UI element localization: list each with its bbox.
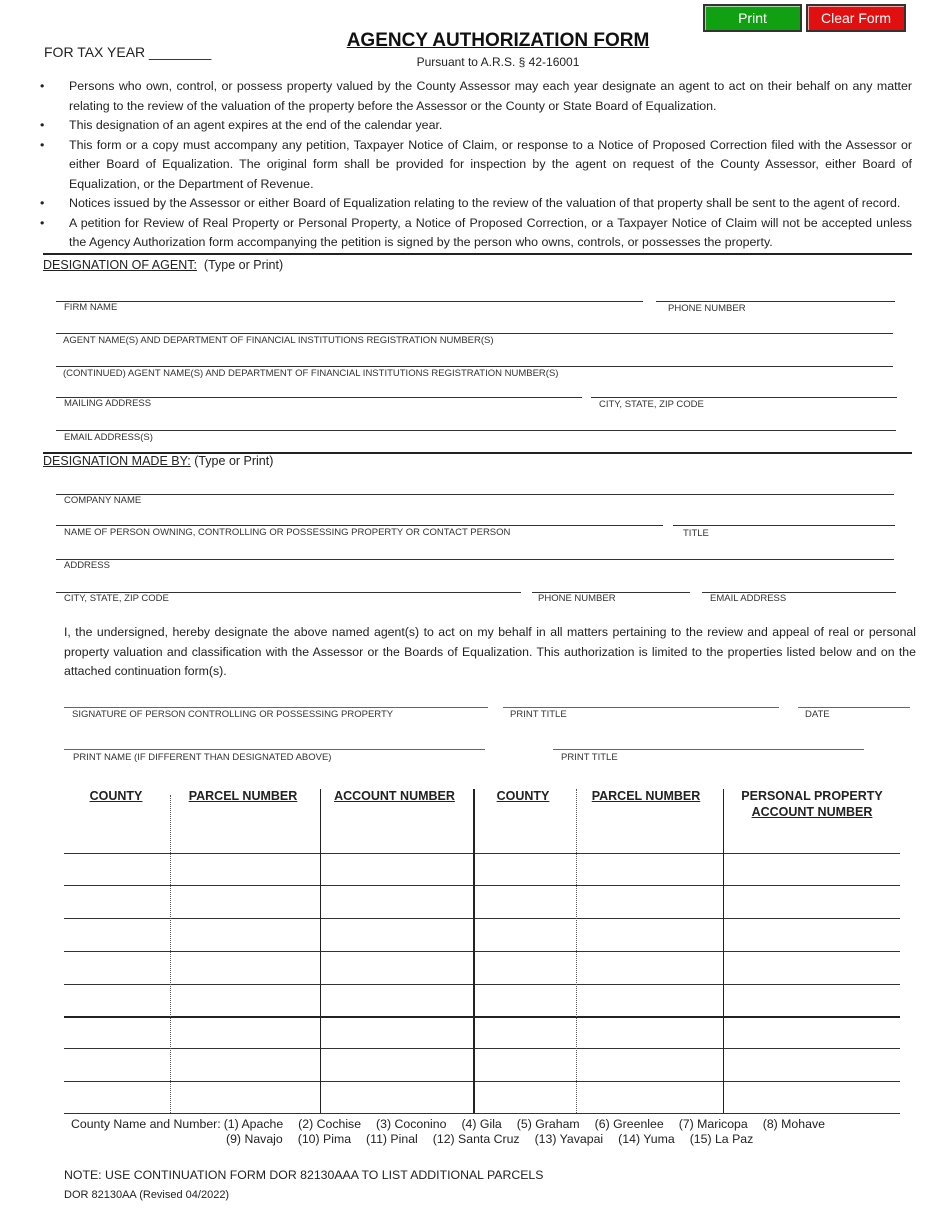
list-item: • Persons who own, control, or possess property valued by the County Assessor may each year designate an agent to act on their behalf on any matter relating to the review of the valuation of the property before the Assessor or the County or State Board of Equalization.	[40, 77, 912, 116]
signature-label: SIGNATURE OF PERSON CONTROLLING OR POSSESSING PROPERTY	[72, 709, 394, 720]
agent-city-label: CITY, STATE, ZIP CODE	[599, 399, 704, 410]
print-title-2-label: PRINT TITLE	[561, 752, 618, 763]
county-list-row-2	[226, 1132, 768, 1146]
date-label: DATE	[805, 709, 830, 720]
person-title-label: TITLE	[683, 528, 709, 539]
owner-phone-label: PHONE NUMBER	[538, 593, 616, 604]
header-county: COUNTY	[89, 789, 143, 803]
county-item: (3) Coconino	[376, 1117, 447, 1131]
table-row[interactable]	[64, 1081, 900, 1082]
agent-phone-label: PHONE NUMBER	[668, 303, 746, 314]
list-item: • Notices issued by the Assessor or either Board of Equalization relating to the review of the valuation of that property shall be sent to the agent of record.	[40, 194, 912, 214]
authorization-statement: I, the undersigned, hereby designate the above named agent(s) to act on my behalf in all matters pertaining to the review and appeal of real or personal property valuation and classification with the Assessor or the Boards of Equalization. This authorization is limited to the properties listed below and on the attached continuation form(s).	[64, 625, 916, 679]
county-list-row-1	[71, 1117, 840, 1131]
header-personal-property-account: PERSONAL PROPERTY ACCOUNT NUMBER	[741, 789, 883, 819]
print-name-label: PRINT NAME (IF DIFFERENT THAN DESIGNATED ABOVE)	[73, 752, 332, 763]
county-item: (11) Pinal	[366, 1132, 418, 1146]
tax-year-field[interactable]: FOR TAX YEAR ________	[44, 44, 212, 60]
county-item: (1) Apache	[223, 1117, 284, 1131]
bullet-text: Persons who own, control, or possess property valued by the County Assessor may each year designate an agent to act on their behalf on any matter relating to the review of the valuation of the property before the Assessor or the County or State Board of Equalization.	[69, 79, 912, 113]
column-divider	[723, 789, 724, 1113]
header-parcel-number-2: PARCEL NUMBER	[591, 789, 701, 803]
county-item: (12) Santa Cruz	[432, 1132, 520, 1146]
table-row[interactable]	[64, 1113, 900, 1114]
firm-name-label: FIRM NAME	[64, 302, 118, 313]
company-name-label: COMPANY NAME	[64, 495, 142, 506]
form-id: DOR 82130AA (Revised 04/2022)	[64, 1189, 230, 1201]
list-item: • A petition for Review of Real Property or Personal Property, a Notice of Proposed Correction, or a Taxpayer Notice of Claim will not be accepted unless the Agency Authorization form accompanying the petition is signed by the person who owns, controls, or possesses the property.	[40, 214, 912, 253]
agent-section-heading: DESIGNATION OF AGENT: (Type or Print)	[43, 258, 284, 272]
bullet-text: This designation of an agent expires at the end of the calendar year.	[69, 118, 443, 132]
bullet-text: A petition for Review of Real Property or Personal Property, a Notice of Proposed Correction, or a Taxpayer Notice of Claim will not be accepted unless the Agency Authorization form accompanying the petition is signed by the person who owns, controls, or possesses the property.	[69, 215, 912, 249]
owner-email-label: EMAIL ADDRESS	[710, 593, 787, 604]
list-item: • This designation of an agent expires at the end of the calendar year.	[40, 116, 912, 136]
agent-email-label: EMAIL ADDRESS(S)	[64, 432, 153, 443]
form-subtitle: Pursuant to A.R.S. § 42-16001	[416, 55, 580, 69]
county-item: (8) Mohave	[762, 1117, 825, 1131]
mailing-address-label: MAILING ADDRESS	[64, 398, 152, 409]
county-item: (15) La Paz	[689, 1132, 754, 1146]
list-item: • This form or a copy must accompany any petition, Taxpayer Notice of Claim, or response to a Notice of Proposed Correction filed with the Assessor or either Board of Equalization. The original form shall be provided for inspection by the agent on request of the County Assessor, either Board of Equalization, or the Department of Revenue.	[40, 136, 912, 195]
table-row[interactable]	[64, 951, 900, 952]
address-label: ADDRESS	[64, 560, 110, 571]
column-divider	[320, 789, 321, 1113]
header-account-number: ACCOUNT NUMBER	[334, 789, 455, 803]
person-name-label: NAME OF PERSON OWNING, CONTROLLING OR POSSESSING PROPERTY OR CONTACT PERSON	[64, 527, 511, 538]
county-item: (13) Yavapai	[534, 1132, 604, 1146]
print-button[interactable]: Print	[703, 4, 802, 32]
county-list-label: County Name and Number:	[71, 1117, 221, 1131]
county-item: (5) Graham	[516, 1117, 580, 1131]
table-row[interactable]	[64, 1016, 900, 1018]
table-row[interactable]	[64, 918, 900, 919]
clear-form-button[interactable]: Clear Form	[806, 4, 906, 32]
column-divider	[576, 789, 577, 1113]
county-item: (14) Yuma	[618, 1132, 675, 1146]
continuation-note: NOTE: USE CONTINUATION FORM DOR 82130AAA TO LIST ADDITIONAL PARCELS	[64, 1168, 544, 1182]
table-row[interactable]	[64, 1048, 900, 1049]
form-title: AGENCY AUTHORIZATION FORM	[346, 30, 650, 51]
bullet-text: Notices issued by the Assessor or either Board of Equalization relating to the review of the valuation of that property shall be sent to the agent of record.	[69, 196, 901, 210]
agent-names-continued-label: (CONTINUED) AGENT NAME(S) AND DEPARTMENT OF FINANCIAL INSTITUTIONS REGISTRATION NUMBER(S)	[63, 368, 559, 379]
county-item: (6) Greenlee	[594, 1117, 664, 1131]
county-item: (7) Maricopa	[678, 1117, 748, 1131]
county-item: (4) Gila	[461, 1117, 502, 1131]
header-county-2: COUNTY	[496, 789, 550, 803]
county-item: (2) Cochise	[298, 1117, 362, 1131]
column-divider	[170, 795, 171, 1113]
column-divider	[473, 789, 475, 1113]
table-row[interactable]	[64, 853, 900, 854]
bullet-text: This form or a copy must accompany any petition, Taxpayer Notice of Claim, or response to a Notice of Proposed Correction filed with the Assessor or either Board of Equalization. The original form shall be provided for inspection by the agent on request of the County Assessor, either Board of Equalization, or the Department of Revenue.	[69, 137, 912, 191]
county-item: (9) Navajo	[226, 1132, 283, 1146]
table-row[interactable]	[64, 885, 900, 886]
owner-city-label: CITY, STATE, ZIP CODE	[64, 593, 169, 604]
agent-names-label: AGENT NAME(S) AND DEPARTMENT OF FINANCIAL INSTITUTIONS REGISTRATION NUMBER(S)	[63, 335, 494, 346]
made-by-section-heading: DESIGNATION MADE BY: (Type or Print)	[43, 454, 274, 468]
print-title-label: PRINT TITLE	[510, 709, 567, 720]
table-row[interactable]	[64, 984, 900, 985]
header-parcel-number: PARCEL NUMBER	[188, 789, 298, 803]
county-item: (10) Pima	[297, 1132, 352, 1146]
